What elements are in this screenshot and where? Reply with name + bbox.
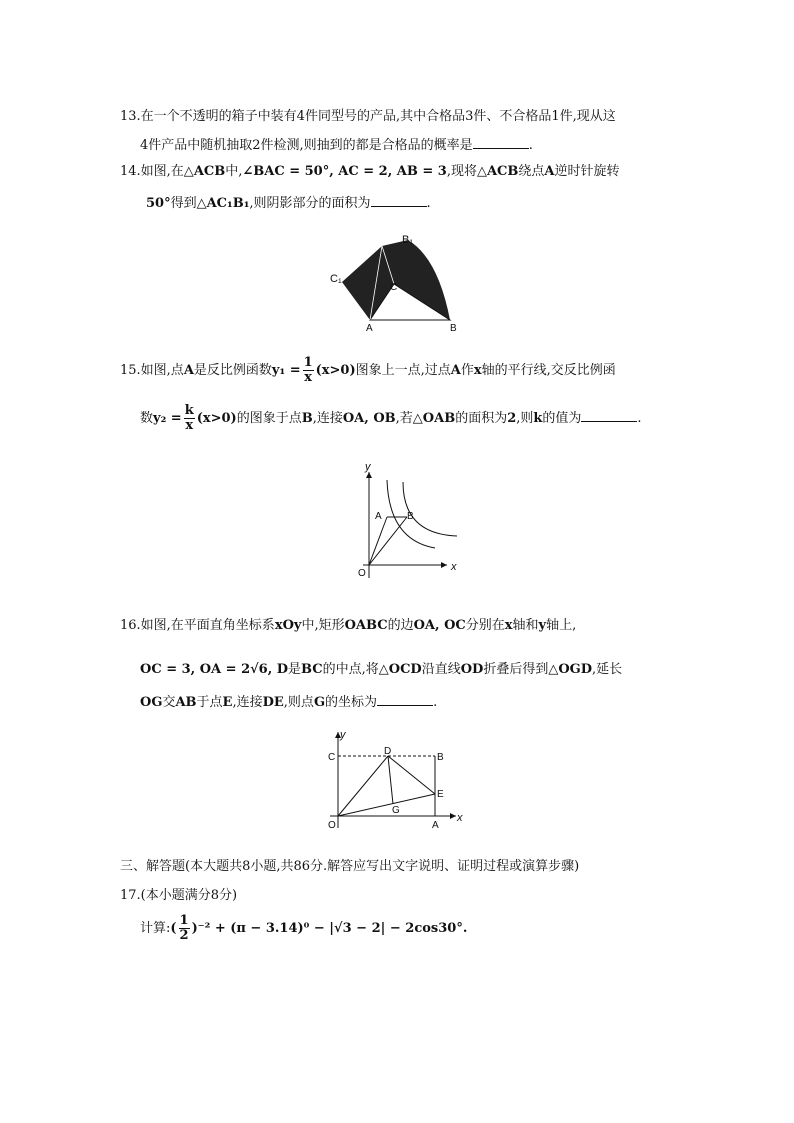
segment-de: [388, 756, 435, 794]
text: 沿直线: [421, 662, 461, 677]
math: OAB: [422, 411, 456, 426]
math: G: [313, 695, 326, 710]
math: y: [538, 618, 547, 633]
text: 轴上,: [546, 618, 577, 633]
math: y₁ =: [271, 363, 301, 378]
label-b: B: [437, 752, 444, 763]
segment-od: [338, 756, 388, 816]
denominator: x: [304, 370, 312, 385]
label-d: D: [384, 746, 392, 757]
segment-ob: [369, 517, 407, 565]
answer-blank: [581, 409, 637, 422]
math: OGD: [558, 662, 593, 677]
math: 2: [507, 411, 517, 426]
math: xOy: [274, 618, 302, 633]
section-heading: 三、解答题(本大题共8小题,共86分.解答应写出文字说明、证明过程或演算步骤): [120, 859, 580, 874]
numerator: 1: [179, 913, 189, 928]
math: OABC: [344, 618, 388, 633]
x-arrow: [450, 813, 456, 819]
math: OG: [140, 695, 163, 710]
label-a: A: [432, 820, 439, 831]
text: 逆时针旋转: [554, 164, 620, 179]
q13-line1: 13.在一个不透明的箱子中装有4件同型号的产品,其中合格品3件、不合格品1件,现从这: [120, 109, 616, 124]
text: 14.如图,在△: [120, 164, 194, 179]
text: ,延长: [592, 662, 623, 677]
fraction: [184, 404, 195, 433]
q14-line2: 50°得到△AC₁B₁,则阴影部分的面积为 .: [146, 196, 431, 211]
text: ,连接: [232, 695, 263, 710]
text: ,则点: [283, 695, 314, 710]
text: ,连接: [312, 411, 343, 426]
q16-figure: [318, 726, 468, 834]
numerator: 1: [303, 355, 313, 370]
label-a: A: [366, 323, 373, 334]
q15-line2: 数y₂ = $\frac{k}{x}$ (x>0)的图象于点B,连接OA, OB,若△OAB的面积为2,则k的值为 .: [140, 403, 642, 433]
fraction: [179, 914, 190, 943]
text: 是: [288, 662, 302, 677]
curve-y2: [403, 482, 457, 536]
text: 的图象于点: [236, 411, 302, 426]
text: 绕点: [518, 164, 545, 179]
math: AB: [175, 695, 197, 710]
numerator: k: [184, 403, 194, 418]
text: 的面积为: [455, 411, 508, 426]
math: (x>0): [315, 363, 356, 378]
math: OD: [460, 662, 484, 677]
q16-line3: OG交AB于点E,连接DE,则点G的坐标为 .: [140, 695, 438, 710]
fraction: [303, 356, 314, 385]
q13-line2: 4件产品中随机抽取2件检测,则抽到的都是合格品的概率是 .: [140, 138, 533, 153]
text: 分别在: [465, 618, 505, 633]
math: B: [301, 411, 313, 426]
label-y: y: [340, 729, 346, 741]
text: 的坐标为: [325, 695, 378, 710]
math: ∠BAC = 50°, AC = 2, AB = 3: [242, 164, 447, 179]
label-c1: C₁: [330, 273, 342, 285]
math: BC: [301, 662, 323, 677]
denominator: x: [185, 418, 194, 433]
text: ,则阴影部分的面积为: [249, 196, 371, 211]
label-b: B: [407, 511, 414, 522]
label-c: C: [390, 282, 398, 293]
q16-line2: [140, 661, 622, 679]
math: OC = 3, OA = 2√6, D: [140, 662, 289, 677]
text: 的值为: [542, 411, 582, 426]
text: 折叠后得到△: [483, 662, 559, 677]
answer-blank: [371, 194, 427, 207]
label-a: A: [375, 511, 382, 522]
label-x: x: [457, 812, 463, 824]
math: (x>0): [196, 411, 237, 426]
math: ACB: [486, 164, 519, 179]
q17-title: 17.(本小题满分8分): [120, 888, 238, 903]
text: 于点: [196, 695, 223, 710]
q14-line1: [120, 163, 620, 181]
math: (: [170, 921, 177, 936]
segment-oe: [338, 794, 435, 816]
text: ,则: [516, 411, 534, 426]
label-g: G: [392, 805, 400, 816]
segment-dg: [388, 756, 393, 804]
text: 交: [162, 695, 176, 710]
label-b: B: [450, 323, 457, 334]
text: 中,: [225, 164, 243, 179]
answer-blank: [377, 693, 433, 706]
answer-blank: [473, 136, 529, 149]
denominator: 2: [179, 928, 189, 943]
text: 数: [140, 411, 154, 426]
math: x: [504, 618, 513, 633]
label-y: y: [365, 461, 371, 473]
text: 作: [460, 363, 474, 378]
text: 16.如图,在平面直角坐标系: [120, 618, 275, 633]
x-arrow: [441, 562, 447, 568]
q16-line1: [120, 617, 576, 635]
q14-figure: [328, 230, 468, 335]
math: ACB: [193, 164, 226, 179]
math: 50°: [146, 196, 171, 211]
q17-expression: [140, 914, 467, 944]
math: OA, OB: [342, 411, 396, 426]
math: A: [183, 363, 194, 378]
math: OA, OC: [413, 618, 466, 633]
label-b1: B₁: [402, 234, 414, 246]
text: 得到△: [170, 196, 207, 211]
label-e: E: [437, 789, 444, 800]
math: A: [450, 363, 461, 378]
q15-line1: [120, 356, 616, 386]
text: ,若△: [395, 411, 423, 426]
math: A: [544, 164, 555, 179]
label-x: x: [451, 561, 457, 573]
q13-line2-text: 4件产品中随机抽取2件检测,则抽到的都是合格品的概率是: [140, 138, 473, 153]
text: 中,矩形: [301, 618, 345, 633]
label-o: O: [328, 820, 336, 831]
label-c: C: [328, 752, 336, 763]
text: 图象上一点,过点: [355, 363, 451, 378]
text: 轴的平行线,交反比例函: [481, 363, 616, 378]
text: 的中点,将△: [322, 662, 389, 677]
text: 的边: [387, 618, 414, 633]
text: 是反比例函数: [193, 363, 272, 378]
segment-oa: [369, 517, 387, 565]
math: y₂ =: [153, 411, 182, 426]
text: 轴和: [512, 618, 539, 633]
text: 15.如图,点: [120, 363, 184, 378]
q15-figure: [335, 460, 465, 585]
text: 计算:: [140, 921, 171, 936]
text: ,现将△: [446, 164, 487, 179]
math: )⁻² + (π − 3.14)⁰ − |√3 − 2| − 2cos30°.: [191, 921, 468, 936]
math: E: [222, 695, 233, 710]
math: x: [473, 363, 482, 378]
label-o: O: [358, 568, 366, 579]
math: OCD: [388, 662, 422, 677]
math: DE: [262, 695, 284, 710]
math: k: [533, 411, 543, 426]
math: AC₁B₁: [206, 196, 250, 211]
